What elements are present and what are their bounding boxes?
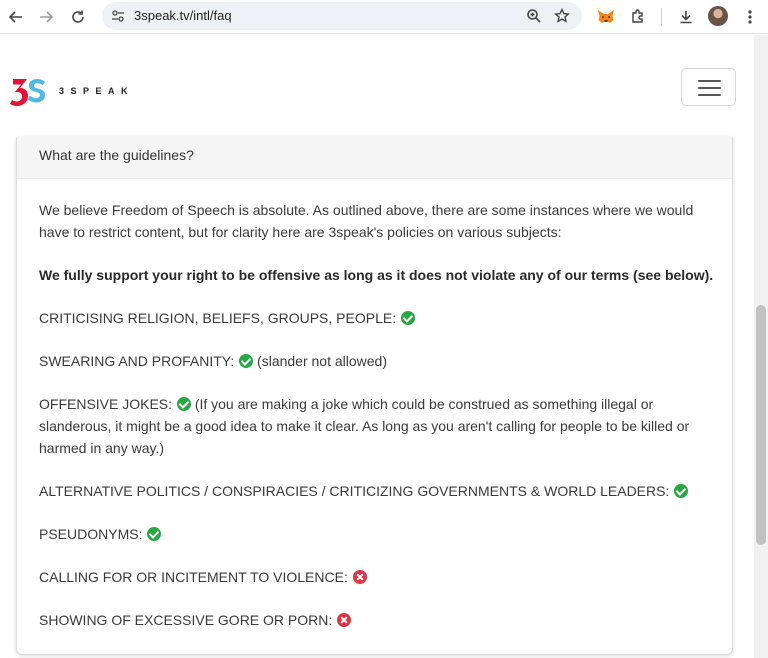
more-menu-icon[interactable] <box>738 5 762 29</box>
profile-avatar[interactable] <box>708 6 728 26</box>
check-icon <box>239 354 253 368</box>
address-bar[interactable] <box>102 2 582 30</box>
check-icon <box>401 311 415 325</box>
faq-support-statement: We fully support your right to be offensive as long as it does not violate any of our terms (see below). <box>39 267 714 283</box>
check-icon <box>147 527 161 541</box>
policy-label: ALTERNATIVE POLITICS / CONSPIRACIES / CRITICIZING GOVERNMENTS & WORLD LEADERS: <box>39 483 670 499</box>
policy-item <box>39 480 719 502</box>
policy-item <box>39 350 719 372</box>
zoom-icon[interactable] <box>524 6 544 26</box>
hamburger-icon-bar <box>698 94 721 96</box>
forward-arrow-icon[interactable] <box>34 5 58 29</box>
hamburger-icon-bar <box>698 87 721 89</box>
policy-note: (slander not allowed) <box>257 353 388 369</box>
check-icon <box>177 397 191 411</box>
policy-label: CRITICISING RELIGION, BELIEFS, GROUPS, PEOPLE: <box>39 310 397 326</box>
cross-icon <box>353 570 367 584</box>
check-icon <box>674 484 688 498</box>
policy-label: PSEUDONYMS: <box>39 526 143 542</box>
faq-question-header[interactable] <box>17 137 732 179</box>
url-text[interactable]: 3speak.tv/intl/faq <box>134 8 232 23</box>
policy-item <box>39 566 719 588</box>
download-icon[interactable] <box>674 5 698 29</box>
policy-item <box>39 523 719 545</box>
cross-icon <box>337 613 351 627</box>
logo-wordmark[interactable]: 3SPEAK <box>59 86 135 96</box>
site-header <box>0 35 754 137</box>
faq-card <box>16 137 733 655</box>
3speak-logo-icon[interactable] <box>10 76 48 113</box>
site-settings-icon[interactable] <box>108 6 128 26</box>
policy-item <box>39 307 719 329</box>
policy-label: OFFENSIVE JOKES: <box>39 396 173 412</box>
reload-icon[interactable] <box>66 5 90 29</box>
menu-toggle-button[interactable] <box>681 68 736 106</box>
bookmark-star-icon[interactable] <box>552 6 572 26</box>
policy-label: SWEARING AND PROFANITY: <box>39 353 235 369</box>
policy-label: CALLING FOR OR INCITEMENT TO VIOLENCE: <box>39 569 348 585</box>
policy-item <box>39 393 719 459</box>
extensions-puzzle-icon[interactable] <box>626 5 650 29</box>
policy-label: SHOWING OF EXCESSIVE GORE OR PORN: <box>39 612 333 628</box>
policy-note: (If you are making a joke which could be construed as something illegal or slanderous, it might be a good idea to make it clear. As long as you aren't calling for people to be killed or harmed in any way.) <box>39 396 690 456</box>
metamask-fox-icon[interactable] <box>594 5 618 29</box>
faq-intro: We believe Freedom of Speech is absolute. As outlined above, there are some instances where we would have to restrict content, but for clarity here are 3speak's policies on various subjects: <box>39 202 694 240</box>
browser-toolbar <box>0 0 768 34</box>
faq-question: What are the guidelines? <box>39 147 194 163</box>
policy-item <box>39 609 719 631</box>
toolbar-separator <box>661 8 662 26</box>
back-arrow-icon[interactable] <box>4 5 28 29</box>
faq-answer <box>39 199 719 652</box>
scrollbar-thumb[interactable] <box>756 305 766 545</box>
hamburger-icon <box>698 80 721 82</box>
